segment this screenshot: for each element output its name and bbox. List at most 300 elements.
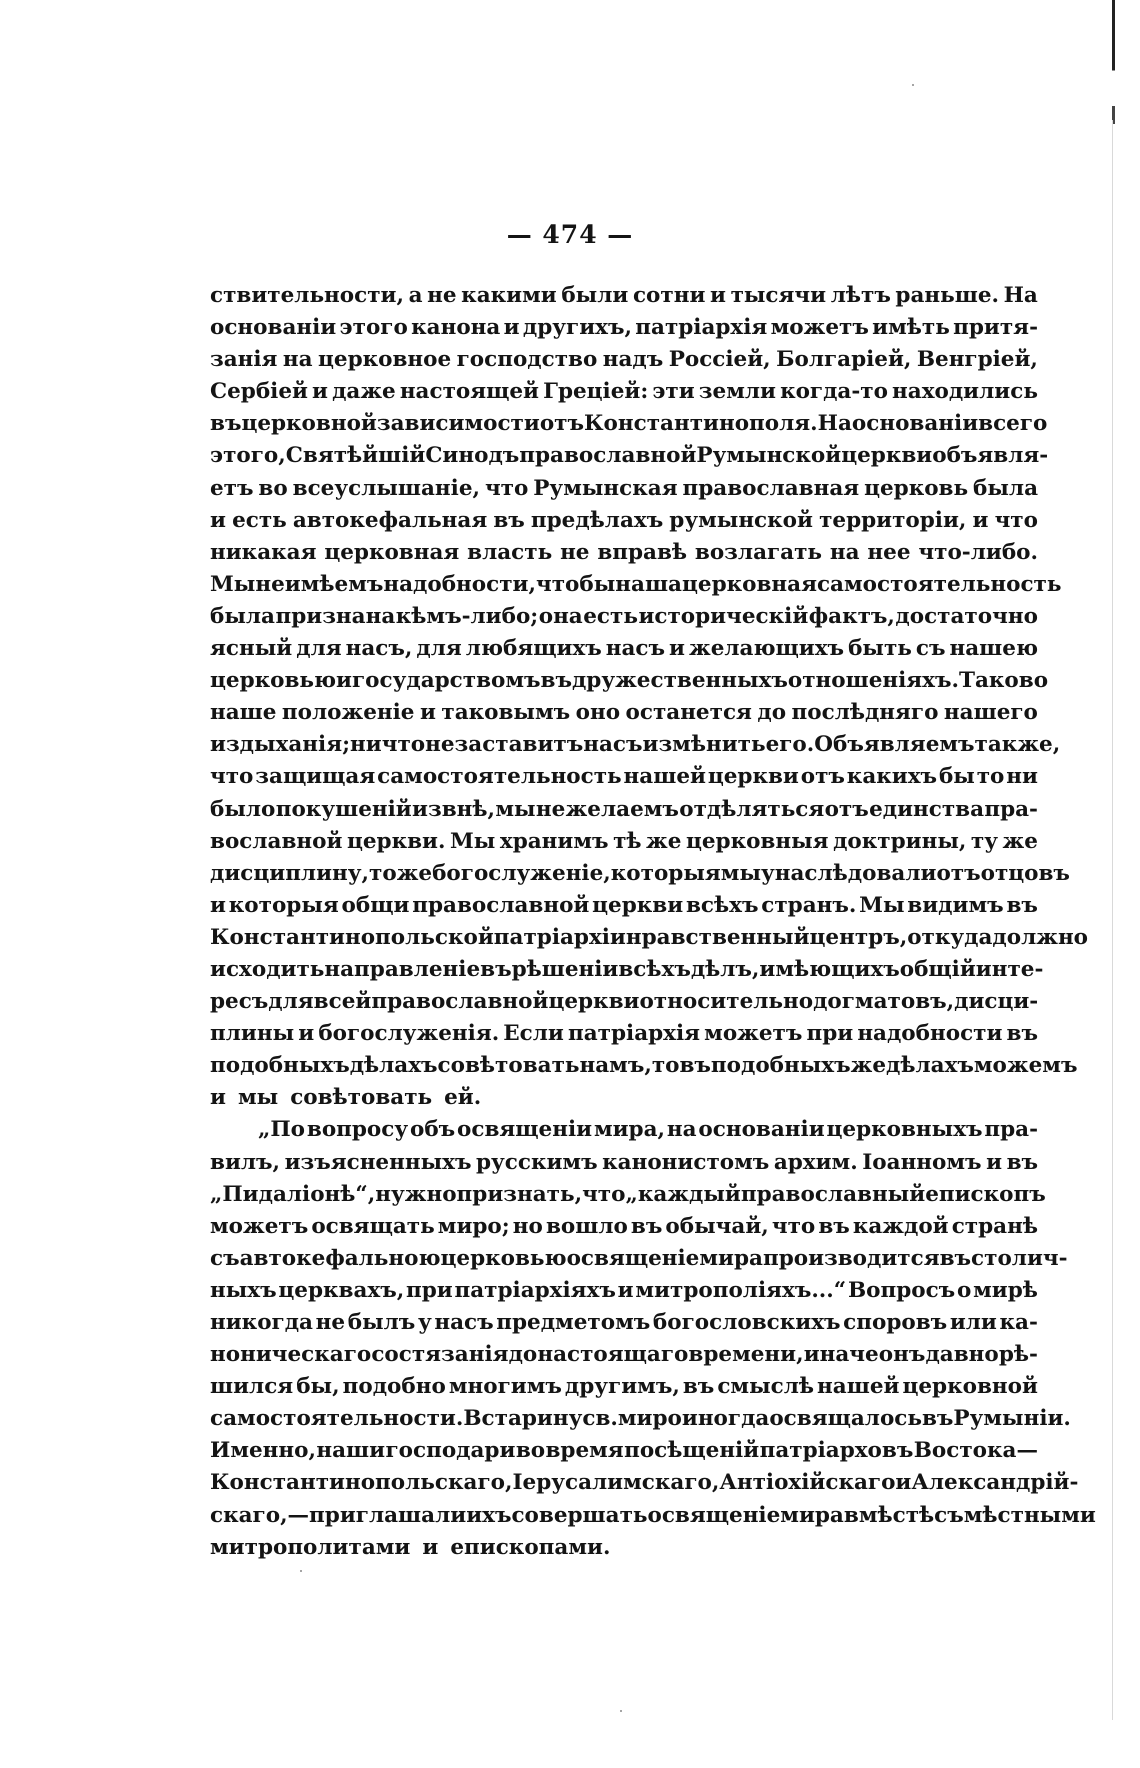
word: ствительности, bbox=[210, 283, 404, 308]
word: богословскихъ bbox=[652, 1310, 841, 1335]
word: съ bbox=[915, 636, 946, 662]
word: и bbox=[336, 668, 352, 694]
word: въ bbox=[1006, 892, 1038, 918]
word: богослуженія. bbox=[318, 1021, 500, 1047]
word: всей bbox=[313, 989, 372, 1015]
word: вопросу bbox=[306, 1117, 409, 1143]
word: православный bbox=[740, 1181, 926, 1207]
word: церквахъ, bbox=[278, 1277, 405, 1303]
word: ноническаго bbox=[210, 1342, 372, 1368]
text-line bbox=[210, 986, 1038, 1018]
text-line bbox=[210, 1050, 1078, 1082]
word: возлагать bbox=[694, 539, 823, 565]
word: патріарховъ bbox=[759, 1438, 914, 1464]
word: церковью bbox=[440, 1245, 567, 1271]
word: при bbox=[806, 1021, 854, 1047]
word: даже bbox=[332, 379, 396, 405]
word: патріархія bbox=[635, 315, 768, 341]
word: то bbox=[369, 860, 397, 886]
word: не bbox=[425, 732, 455, 758]
word: На bbox=[817, 411, 852, 437]
word: что bbox=[994, 507, 1038, 533]
word: общій bbox=[899, 956, 976, 982]
word: доктрины, bbox=[833, 828, 967, 854]
word: ни bbox=[1006, 764, 1038, 790]
word: Болгаріей, bbox=[776, 347, 912, 373]
word: св. bbox=[582, 1406, 618, 1432]
word: въ bbox=[630, 1213, 663, 1239]
word: же bbox=[850, 1053, 886, 1079]
word: власть bbox=[467, 539, 553, 565]
word: подобныхъ bbox=[710, 1053, 851, 1079]
word: и bbox=[422, 1534, 439, 1560]
word: же bbox=[396, 860, 433, 886]
word: Мы bbox=[450, 828, 496, 854]
text-line bbox=[210, 1179, 1046, 1211]
text-line bbox=[210, 537, 1038, 569]
text-line bbox=[210, 312, 1038, 344]
word: ихъ bbox=[466, 1502, 512, 1528]
word: каждой bbox=[852, 1213, 949, 1239]
word: настоящаго bbox=[537, 1342, 689, 1368]
word: насъ bbox=[434, 1310, 494, 1335]
word: имѣть bbox=[872, 315, 950, 341]
word: споровъ bbox=[843, 1310, 948, 1335]
word: бы bbox=[938, 764, 975, 790]
word: етъ bbox=[210, 475, 254, 501]
word: Константинопольской bbox=[210, 924, 494, 950]
word: „По bbox=[258, 1117, 306, 1143]
text-line bbox=[210, 954, 1044, 986]
word: не bbox=[560, 539, 590, 565]
word: церковной bbox=[902, 1374, 1038, 1400]
word: Если bbox=[503, 1021, 564, 1047]
text-line bbox=[210, 1275, 1038, 1307]
word: православной bbox=[519, 443, 697, 469]
word: для bbox=[416, 636, 462, 662]
word: есть bbox=[583, 603, 638, 629]
text-line bbox=[210, 1403, 1071, 1435]
word: центръ, bbox=[809, 924, 908, 950]
word: въ bbox=[1006, 1149, 1038, 1175]
word: наше bbox=[210, 700, 277, 726]
word: этого bbox=[339, 315, 408, 341]
word: объявля- bbox=[932, 443, 1049, 469]
word: самостоятельность bbox=[816, 571, 1062, 597]
word: основаніи bbox=[698, 1117, 825, 1143]
word: надобности bbox=[857, 1021, 1003, 1047]
word: послѣдняго bbox=[791, 700, 939, 726]
word: съ bbox=[934, 1502, 964, 1528]
word: и bbox=[669, 636, 685, 662]
paper-speck bbox=[620, 1710, 622, 1712]
text-line bbox=[210, 633, 1038, 665]
word: желающихъ bbox=[689, 636, 845, 662]
word: нашей bbox=[817, 1374, 900, 1400]
word: отдѣляться bbox=[679, 796, 825, 822]
word: всеуслышаніе, bbox=[292, 475, 481, 501]
word: изъясненныхъ bbox=[284, 1149, 472, 1175]
word: столич- bbox=[971, 1245, 1068, 1271]
word: и bbox=[617, 1277, 634, 1303]
text-line bbox=[210, 408, 1048, 440]
word: никакая bbox=[210, 539, 317, 565]
word: унаслѣдовали bbox=[761, 860, 937, 886]
word: что bbox=[210, 764, 254, 790]
word: Константинополя. bbox=[583, 411, 818, 437]
word: нашею bbox=[949, 636, 1038, 662]
word: измѣнить bbox=[642, 732, 766, 758]
word: нашей bbox=[623, 764, 706, 790]
word: направленіе bbox=[324, 956, 481, 982]
word: нужно bbox=[375, 1181, 457, 1207]
word: пра- bbox=[984, 796, 1038, 822]
word: отъ bbox=[936, 860, 981, 886]
word: смыслѣ bbox=[717, 1374, 815, 1400]
word: другимъ, bbox=[564, 1374, 680, 1400]
word: ясный bbox=[210, 636, 293, 662]
word: совѣтовать bbox=[290, 1085, 433, 1111]
word: издыханія; bbox=[210, 732, 351, 758]
word: подобныхъ bbox=[210, 1053, 350, 1079]
word: находились bbox=[892, 379, 1038, 405]
word: оно bbox=[575, 700, 621, 726]
word: въ bbox=[540, 668, 572, 694]
word: историческій bbox=[638, 603, 809, 629]
word: притя- bbox=[953, 315, 1038, 341]
word: дружественныхъ bbox=[571, 668, 788, 694]
word: какими bbox=[461, 283, 557, 308]
word: настоящей bbox=[399, 379, 540, 405]
word: надобности, bbox=[383, 571, 536, 597]
word: митрополитами bbox=[210, 1534, 411, 1560]
word: ей. bbox=[444, 1085, 482, 1111]
word: другихъ, bbox=[522, 315, 632, 341]
text-line bbox=[210, 473, 1038, 505]
word: и bbox=[503, 315, 520, 341]
word: дисциплину, bbox=[210, 860, 370, 886]
word: должно bbox=[992, 924, 1089, 950]
word: насъ bbox=[605, 636, 666, 662]
word: времени, bbox=[688, 1342, 804, 1368]
word: Антіохійскаго bbox=[719, 1470, 896, 1496]
word: дѣлъ, bbox=[690, 956, 760, 982]
word: основаніи bbox=[210, 315, 337, 341]
word: также, bbox=[974, 732, 1061, 758]
word: откуда bbox=[907, 924, 993, 950]
word: чтобы bbox=[535, 571, 616, 597]
word: мира bbox=[780, 1502, 844, 1528]
word: которыя bbox=[228, 892, 339, 918]
word: Константинопольскаго, bbox=[210, 1470, 513, 1496]
word: ресъ bbox=[210, 989, 269, 1015]
word: было bbox=[210, 796, 276, 822]
word: господство bbox=[456, 347, 598, 373]
word: церковныхъ bbox=[826, 1117, 983, 1143]
paper-speck bbox=[300, 1570, 302, 1572]
word: кѣмъ-либо; bbox=[395, 603, 539, 629]
word: его. bbox=[765, 732, 815, 758]
word: и bbox=[312, 379, 328, 405]
word: церковная bbox=[682, 571, 817, 597]
word: насъ bbox=[583, 732, 643, 758]
word: имѣющихъ bbox=[759, 956, 900, 982]
word: хранимъ bbox=[499, 828, 609, 854]
word: совершать bbox=[511, 1502, 648, 1528]
word: раньше. bbox=[895, 283, 999, 308]
word: не bbox=[315, 1310, 346, 1335]
text-line bbox=[210, 1500, 1096, 1532]
word: или bbox=[949, 1310, 997, 1335]
word: у bbox=[417, 1310, 432, 1335]
word: посѣщеній bbox=[624, 1438, 760, 1464]
word: въ bbox=[818, 1213, 850, 1239]
word: Объявляемъ bbox=[814, 732, 975, 758]
word: наши bbox=[316, 1438, 386, 1464]
word: мѣстными bbox=[963, 1502, 1096, 1528]
word: онъ bbox=[878, 1342, 926, 1368]
word: всѣхъ bbox=[685, 892, 759, 918]
word: сотни bbox=[632, 283, 706, 308]
word: ныхъ bbox=[210, 1277, 277, 1303]
word: Румынской bbox=[696, 443, 842, 469]
word: не bbox=[255, 571, 285, 597]
text-line bbox=[210, 761, 1038, 793]
word: многимъ bbox=[448, 1374, 562, 1400]
word: ка- bbox=[999, 1310, 1038, 1335]
word: пра- bbox=[984, 1117, 1038, 1143]
word: можетъ bbox=[210, 1213, 309, 1239]
word: и bbox=[710, 283, 726, 308]
word: На bbox=[1003, 283, 1038, 308]
word: предѣлахъ bbox=[530, 507, 664, 533]
word: всѣхъ bbox=[618, 956, 691, 982]
word: Святѣйшій bbox=[285, 443, 426, 469]
word: Мы bbox=[210, 571, 256, 597]
word: отъ bbox=[800, 764, 845, 790]
text-line bbox=[210, 1307, 1038, 1339]
text-line bbox=[210, 344, 1038, 376]
word: вославной bbox=[210, 828, 343, 854]
word: рѣшеніи bbox=[511, 956, 619, 982]
word: достаточно bbox=[895, 603, 1038, 629]
word: церковныя bbox=[685, 828, 829, 854]
text-line bbox=[210, 665, 1049, 697]
word: можетъ bbox=[704, 1021, 803, 1047]
word: но bbox=[512, 1213, 543, 1239]
word: мирѣ bbox=[973, 1277, 1038, 1303]
word: патріархіяхъ bbox=[454, 1277, 616, 1303]
word: православной bbox=[412, 892, 590, 918]
word: господари bbox=[385, 1438, 516, 1464]
word: Вопросъ bbox=[847, 1277, 956, 1303]
word: церковью bbox=[210, 668, 337, 694]
word: подобно bbox=[342, 1374, 446, 1400]
word: предметомъ bbox=[496, 1310, 651, 1335]
word: давно bbox=[925, 1342, 999, 1368]
word: имѣемъ bbox=[284, 571, 384, 597]
page-number: — 474 — bbox=[506, 220, 634, 249]
word: и bbox=[210, 1085, 226, 1111]
word: въ bbox=[480, 956, 512, 982]
word: Синодъ bbox=[425, 443, 520, 469]
word: извнѣ, bbox=[412, 796, 495, 822]
word: канонистомъ bbox=[602, 1149, 770, 1175]
word: была bbox=[973, 475, 1038, 501]
word: для bbox=[296, 636, 342, 662]
text-line bbox=[210, 440, 1049, 472]
word: желаемъ bbox=[565, 796, 679, 822]
word: въ bbox=[921, 1406, 954, 1432]
text-line bbox=[210, 1018, 1038, 1050]
word: автокефальная bbox=[292, 507, 488, 533]
word: мира, bbox=[593, 1117, 666, 1143]
word: быть bbox=[848, 636, 912, 662]
word: были bbox=[561, 283, 629, 308]
text-line bbox=[210, 569, 1062, 601]
word: „Пидаліонѣ“, bbox=[210, 1181, 376, 1207]
text-line bbox=[210, 1467, 1079, 1499]
word: которыя bbox=[610, 860, 721, 886]
word: единства bbox=[869, 796, 985, 822]
word: самостоятельность bbox=[377, 764, 622, 790]
word: Россіей, bbox=[668, 347, 771, 373]
word: Румынская bbox=[533, 475, 678, 501]
word: государствомъ bbox=[352, 668, 541, 694]
word: общи bbox=[341, 892, 410, 918]
word: мы bbox=[720, 860, 761, 886]
word: рѣ- bbox=[998, 1342, 1038, 1368]
word: церкви bbox=[592, 892, 684, 918]
text-line bbox=[210, 1243, 1068, 1275]
word: видимъ bbox=[907, 892, 1004, 918]
word: можетъ bbox=[770, 315, 869, 341]
word: о bbox=[956, 1277, 972, 1303]
word: скаго,—приглашали bbox=[210, 1502, 467, 1528]
word: Александрій- bbox=[911, 1470, 1079, 1496]
word: автокефальною bbox=[239, 1245, 441, 1271]
word: церковная bbox=[324, 539, 460, 565]
word: самостоятельности. bbox=[210, 1406, 464, 1432]
word: инте- bbox=[975, 956, 1044, 982]
text-line bbox=[210, 1435, 1038, 1467]
word: же bbox=[1002, 828, 1038, 854]
word: богослуженіе, bbox=[432, 860, 611, 886]
word: отъ bbox=[539, 411, 584, 437]
word: время bbox=[545, 1438, 624, 1464]
word: что bbox=[484, 475, 529, 501]
word: церковь bbox=[864, 475, 969, 501]
word: и bbox=[298, 1021, 315, 1047]
word: нашего bbox=[943, 700, 1038, 726]
word: что bbox=[582, 1181, 626, 1207]
word: вправѣ bbox=[597, 539, 688, 565]
word: мира bbox=[699, 1245, 763, 1271]
word: Сербіей bbox=[210, 379, 308, 405]
text-line bbox=[210, 1082, 1038, 1114]
word: канона bbox=[411, 315, 501, 341]
word: на bbox=[666, 1117, 697, 1143]
text-line bbox=[210, 858, 1070, 890]
word: то bbox=[651, 1053, 680, 1079]
text-line bbox=[210, 601, 1038, 633]
word: наша bbox=[615, 571, 682, 597]
word: не bbox=[427, 283, 457, 308]
word: до bbox=[508, 1342, 538, 1368]
word: производится bbox=[762, 1245, 940, 1271]
word: Іерусалимскаго, bbox=[512, 1470, 720, 1496]
word: мы bbox=[495, 796, 536, 822]
word: архим. bbox=[773, 1149, 858, 1175]
word: отношеніяхъ. bbox=[787, 668, 959, 694]
text-line bbox=[210, 890, 1038, 922]
word: и bbox=[972, 507, 989, 533]
word: относительно bbox=[639, 989, 814, 1015]
word: признать, bbox=[456, 1181, 583, 1207]
word: въ bbox=[1006, 1021, 1038, 1047]
word: на bbox=[282, 347, 313, 373]
text-line bbox=[210, 1211, 1038, 1243]
word: шился bbox=[210, 1374, 294, 1400]
word: не bbox=[535, 796, 566, 822]
word: до bbox=[757, 700, 787, 726]
word: отъ bbox=[824, 796, 869, 822]
word: миро bbox=[617, 1406, 682, 1432]
word: надъ bbox=[602, 347, 664, 373]
word: вмѣстѣ bbox=[843, 1502, 935, 1528]
word: плины bbox=[210, 1021, 295, 1047]
word: основаніи bbox=[851, 411, 979, 437]
word: вошло bbox=[545, 1213, 628, 1239]
text-line bbox=[210, 1339, 1038, 1371]
word: всего bbox=[978, 411, 1048, 437]
word: при bbox=[406, 1277, 453, 1303]
word: она bbox=[538, 603, 583, 629]
word: мы bbox=[237, 1085, 279, 1111]
text-line bbox=[210, 697, 1038, 729]
word: и bbox=[210, 892, 226, 918]
word: Румыніи. bbox=[953, 1406, 1071, 1432]
word: митрополіяхъ...“ bbox=[635, 1277, 847, 1303]
word: церкви. bbox=[346, 828, 446, 854]
word: освящать bbox=[311, 1213, 435, 1239]
word: можемъ bbox=[973, 1053, 1078, 1079]
text-line bbox=[210, 1147, 1038, 1179]
word: вилъ, bbox=[210, 1149, 281, 1175]
word: насъ, bbox=[345, 636, 413, 662]
word: что-либо. bbox=[918, 539, 1038, 565]
word: на bbox=[829, 539, 860, 565]
word: патріархія bbox=[568, 1021, 701, 1047]
word: и bbox=[419, 700, 436, 726]
word: церковное bbox=[318, 347, 452, 373]
word: покушеній bbox=[275, 796, 412, 822]
word: освященіи bbox=[457, 1117, 593, 1143]
body-text bbox=[210, 280, 1096, 1564]
word: странѣ bbox=[951, 1213, 1038, 1239]
text-line bbox=[210, 729, 1061, 761]
word: когда-то bbox=[780, 379, 888, 405]
text-line bbox=[210, 1532, 1038, 1564]
page-edge-line bbox=[1112, 120, 1113, 1720]
word: исходить bbox=[210, 956, 325, 982]
word: Греціей: bbox=[543, 379, 649, 405]
word: никогда bbox=[210, 1310, 313, 1335]
word: отцовъ bbox=[980, 860, 1070, 886]
word: заставитъ bbox=[454, 732, 584, 758]
word: патріархіи bbox=[493, 924, 626, 950]
word: православная bbox=[682, 475, 860, 501]
